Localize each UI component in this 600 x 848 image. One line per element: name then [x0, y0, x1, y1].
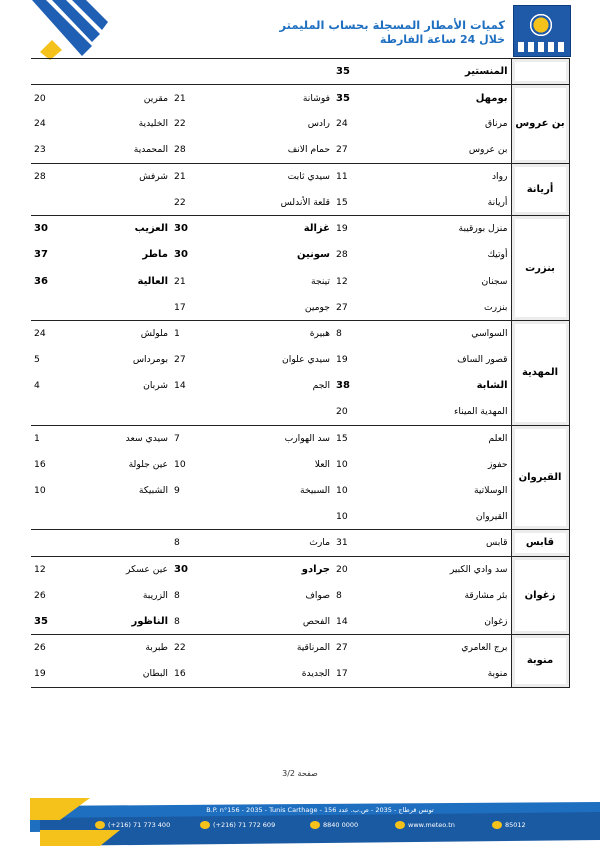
station-name: الشبيكة [138, 485, 168, 497]
rain-value: 38 [336, 380, 350, 392]
rain-value: 22 [171, 635, 263, 661]
footer-banner [0, 790, 600, 848]
rain-value: 17 [171, 294, 263, 320]
region-name: المهدية [511, 320, 569, 425]
table-row [31, 189, 569, 215]
rain-value: 30 [31, 216, 111, 242]
station-name: مرناق [485, 118, 508, 130]
phone-icon [95, 821, 105, 829]
station-name: العزيب [111, 216, 171, 242]
station-name: المحمدية [111, 137, 171, 163]
sms-number: 85012 [505, 821, 526, 829]
rain-value: 8 [336, 589, 342, 601]
rain-value: 27 [333, 137, 431, 163]
station-name [111, 399, 171, 425]
station-name: رواد [431, 163, 511, 189]
rain-value: 19 [336, 354, 348, 366]
rain-value [171, 504, 263, 530]
station-name: بومرداس [132, 354, 168, 366]
station-name: سجنان [481, 275, 508, 287]
station-name: ماطر [142, 249, 168, 261]
station-name: رادس [307, 118, 330, 130]
table-row [31, 85, 569, 111]
phone-icon [310, 821, 320, 829]
table-row [31, 478, 569, 504]
rain-value: 19 [31, 661, 111, 687]
rain-value: 8 [174, 589, 180, 601]
page-subtitle: خلال 24 ساعة الفارطة [379, 33, 505, 46]
rain-value: 35 [333, 59, 431, 85]
station-name [263, 59, 333, 85]
station-name [111, 530, 171, 556]
rain-value: 8 [171, 530, 263, 556]
station-name: أوتيك [487, 249, 508, 261]
table-row [31, 425, 569, 451]
phone-2: (+216) 71 772 609 [213, 821, 276, 829]
rain-value: 10 [34, 485, 46, 497]
rain-value: 15 [333, 425, 431, 451]
station-name: الجم [312, 380, 330, 392]
rain-value: 21 [171, 163, 263, 189]
station-name [111, 189, 171, 215]
table-row [31, 347, 569, 373]
sms-contact [492, 821, 526, 829]
table-row [31, 111, 569, 137]
station-name: الفحص [263, 608, 333, 634]
station-name: سيدي ثابت [263, 163, 333, 189]
rain-value [171, 59, 263, 85]
meteo-logo [513, 5, 571, 57]
station-name: عين جلولة [128, 458, 168, 470]
region-name: القيروان [511, 425, 569, 530]
station-name: الشابة [476, 380, 508, 392]
rain-value: 1 [171, 320, 263, 346]
station-name: جومين [263, 294, 333, 320]
table-row [31, 294, 569, 320]
rain-value: 30 [171, 556, 263, 582]
station-name: سيدي علوان [282, 354, 330, 366]
page-number: صفحة 3/2 [282, 769, 318, 778]
rain-value: 22 [171, 189, 263, 215]
globe-icon [395, 821, 405, 829]
station-name: بنزرت [431, 294, 511, 320]
rain-value: 20 [333, 556, 431, 582]
rain-value: 11 [333, 163, 431, 189]
station-name: القيروان [431, 504, 511, 530]
station-name: بومهل [431, 85, 511, 111]
rain-value: 8 [171, 608, 263, 634]
station-name: سيدي سعد [111, 425, 171, 451]
station-name: قصور الساف [457, 354, 508, 366]
rain-value [171, 399, 263, 425]
station-name: الزريبة [142, 589, 168, 601]
table-row [31, 530, 569, 556]
sun-icon [526, 10, 556, 40]
rain-value [31, 504, 111, 530]
table-row [31, 504, 569, 530]
rain-value: 5 [34, 354, 40, 366]
station-name: قابس [431, 530, 511, 556]
station-name: صواف [305, 589, 330, 601]
footer-address: B.P. n°156 - 2035 - Tunis Carthage - تونس قرطاج - 2035 - ص.ب. عدد 156 [206, 806, 434, 814]
station-name: حمام الانف [263, 137, 333, 163]
station-name: قلعة الأندلس [263, 189, 333, 215]
station-name: منزل بورقيبة [431, 216, 511, 242]
rain-value: 12 [31, 556, 111, 582]
table-row [31, 373, 569, 399]
rain-value: 28 [336, 249, 348, 261]
table-row [31, 635, 569, 661]
station-name: الجديدة [263, 661, 333, 687]
rain-value: 10 [336, 485, 348, 497]
rain-value: 4 [34, 380, 40, 392]
station-name: ملولش [111, 320, 171, 346]
region-name: بن عروس [511, 85, 569, 164]
rain-value: 30 [171, 216, 263, 242]
table-row [31, 556, 569, 582]
station-name: شرفش [111, 163, 171, 189]
station-name: العلم [431, 425, 511, 451]
rain-value: 1 [31, 425, 111, 451]
page-title: كميات الأمطار المسجلة بحساب المليمتر [279, 18, 505, 32]
rainfall-table [31, 58, 570, 688]
phone-icon [200, 821, 210, 829]
rain-value: 14 [174, 380, 186, 392]
station-name: بن عروس [431, 137, 511, 163]
station-name: المنستير [431, 59, 511, 85]
rain-value [31, 189, 111, 215]
rain-value: 35 [31, 608, 111, 634]
rain-value: 28 [171, 137, 263, 163]
station-name: طبربة [111, 635, 171, 661]
rain-value: 15 [333, 189, 431, 215]
rain-value: 30 [174, 249, 188, 261]
station-name: المهدية الميناء [431, 399, 511, 425]
station-name [111, 504, 171, 530]
table-row [31, 137, 569, 163]
table-row [31, 451, 569, 477]
table-row [31, 582, 569, 608]
station-name: العلا [314, 458, 330, 470]
rain-value: 27 [333, 635, 431, 661]
table-row [31, 268, 569, 294]
rain-value [31, 294, 111, 320]
rain-value: 14 [333, 608, 431, 634]
rain-value: 26 [34, 589, 46, 601]
rain-value [31, 530, 111, 556]
rain-value: 16 [171, 661, 263, 687]
table-row [31, 320, 569, 346]
station-name: سد وادي الكبير [431, 556, 511, 582]
station-name: بئر مشارقة [464, 589, 508, 601]
station-name: شربان [143, 380, 168, 392]
station-name: حفوز [487, 458, 508, 470]
rain-value: 23 [31, 137, 111, 163]
region-name [511, 59, 569, 85]
rain-value: 8 [333, 320, 431, 346]
rain-value: 28 [31, 163, 111, 189]
station-name: الخليدية [138, 118, 168, 130]
station-name [111, 294, 171, 320]
phone-contact-3 [310, 821, 358, 829]
rain-value: 10 [336, 458, 348, 470]
rain-value: 27 [333, 294, 431, 320]
station-name: السواسي [431, 320, 511, 346]
rain-value: 27 [174, 354, 186, 366]
website-link[interactable]: www.meteo.tn [408, 821, 455, 829]
rain-value: 20 [333, 399, 431, 425]
phone-contact-1 [95, 821, 170, 829]
rain-value: 12 [336, 275, 348, 287]
station-name: أريانة [431, 189, 511, 215]
table-row [31, 399, 569, 425]
phone-1: (+216) 71 773 400 [108, 821, 171, 829]
station-name: مارث [263, 530, 333, 556]
rain-value: 17 [333, 661, 431, 687]
table-row [31, 163, 569, 189]
rain-value: 22 [174, 118, 186, 130]
phone-contact-2 [200, 821, 275, 829]
station-name: جرادو [263, 556, 333, 582]
station-name: عين عسكر [111, 556, 171, 582]
station-name: برج العامري [431, 635, 511, 661]
station-name: المرناقية [263, 635, 333, 661]
station-name: الناظور [111, 608, 171, 634]
rain-value: 36 [34, 275, 48, 287]
rain-value: 16 [34, 458, 46, 470]
station-name [263, 399, 333, 425]
rain-value: 19 [333, 216, 431, 242]
rain-value [31, 399, 111, 425]
rain-value: 24 [34, 118, 46, 130]
rain-value: 21 [174, 275, 186, 287]
station-name: تينجة [311, 275, 330, 287]
phone-3: 8840 0000 [323, 821, 359, 829]
region-name: منوبة [511, 635, 569, 687]
station-name: البطان [111, 661, 171, 687]
station-name: فوشانة [263, 85, 333, 111]
rain-value: 35 [333, 85, 431, 111]
rain-value: 24 [336, 118, 348, 130]
region-name: بنزرت [511, 216, 569, 321]
rain-value: 9 [174, 485, 180, 497]
rain-value: 24 [31, 320, 111, 346]
sms-icon [492, 821, 502, 829]
table-row [31, 59, 569, 85]
region-name: قابس [511, 530, 569, 556]
table-row [31, 608, 569, 634]
station-name: منوبة [431, 661, 511, 687]
region-name: أريانة [511, 163, 569, 215]
table-row [31, 216, 569, 242]
station-name: العالية [137, 275, 168, 287]
station-name: غزالة [263, 216, 333, 242]
station-name: هبيرة [263, 320, 333, 346]
station-name: مقرين [111, 85, 171, 111]
table-row [31, 661, 569, 687]
station-name [263, 504, 333, 530]
region-name: زغوان [511, 556, 569, 635]
rain-value: 7 [171, 425, 263, 451]
rain-value: 10 [174, 458, 186, 470]
decorative-stripes [0, 0, 110, 60]
rain-value: 26 [31, 635, 111, 661]
waves-icon [518, 42, 566, 52]
rain-value: 37 [34, 249, 48, 261]
rain-value: 10 [333, 504, 431, 530]
rain-value: 20 [31, 85, 111, 111]
website-contact [395, 821, 455, 829]
station-name: زغوان [431, 608, 511, 634]
rain-value: 31 [333, 530, 431, 556]
station-name [111, 59, 171, 85]
station-name: السبيخة [300, 485, 330, 497]
station-name: الوسلاتية [473, 485, 508, 497]
station-name: سد الهوارب [263, 425, 333, 451]
station-name: سونين [297, 249, 330, 261]
table-row [31, 242, 569, 268]
rain-value: 21 [171, 85, 263, 111]
rain-value [31, 59, 111, 85]
